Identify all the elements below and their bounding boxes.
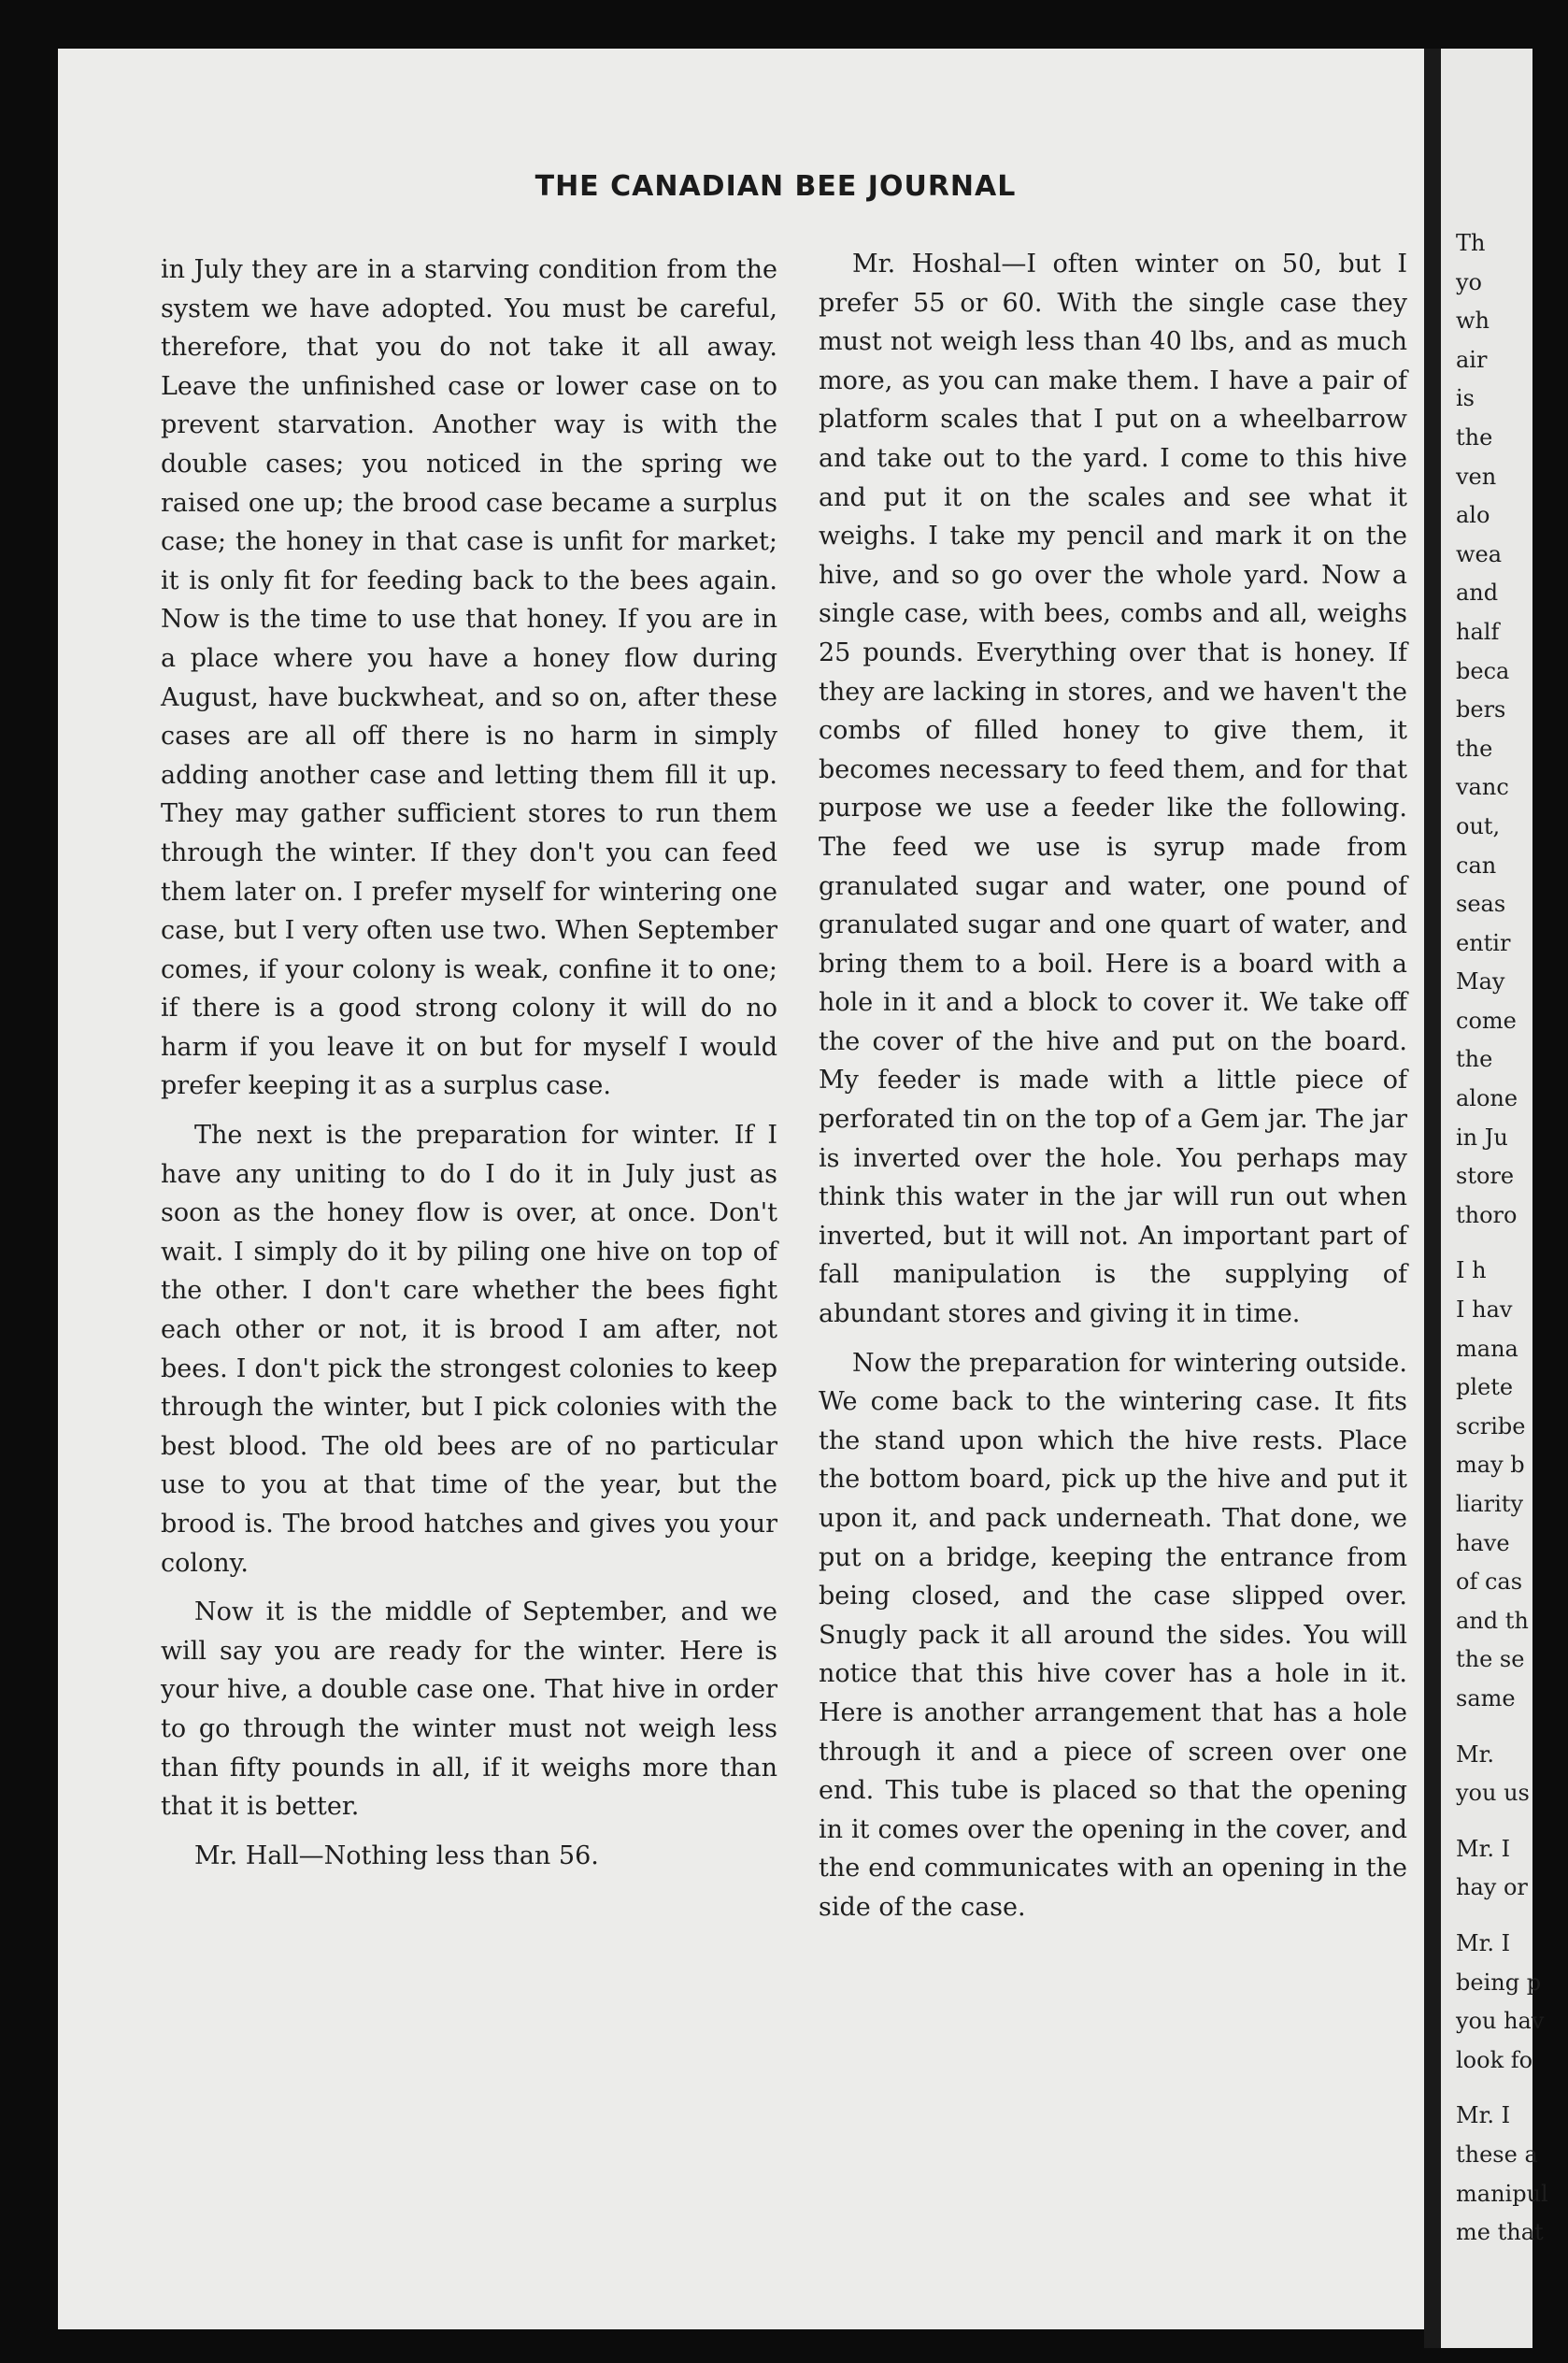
right-fragment-line: the: [1456, 1046, 1493, 1073]
right-fragment-line: you us: [1456, 1780, 1530, 1807]
right-fragment-line: me that: [1456, 2219, 1544, 2246]
right-fragment-line: I h: [1456, 1257, 1487, 1284]
right-fragment-line: entir: [1456, 929, 1511, 956]
right-fragment-line: the se: [1456, 1646, 1525, 1673]
right-fragment-line: Mr. I: [1456, 1835, 1511, 1862]
right-fragment-line: of cas: [1456, 1568, 1523, 1596]
right-fragment-line: same: [1456, 1684, 1516, 1711]
left-paragraph-1: in July they are in a starving condition from the system we have adopted. You must be careful, therefore, that you do not take it all away. Leave the unfinished case or lower case on to prevent starvation. Another way is with the double cases; you noticed in the spring we raised one up; the brood case became a surplus case; the honey in that case is unfit for market; it is only fit for feeding back to the bees again. Now is the time to use that honey. If you are in a place where you have a honey flow during August, have buckwheat, and so on, after these cases are all off there is no harm in simply adding another case and letting them fill it up. They may gather sufficient stores to run them through the winter. If they don't you can feed them later on. I prefer myself for wintering one case, but I very often use two. When September comes, if your colony is weak, confine it to one; if there is a good strong colony it will do no harm if you leave it on but for myself I would prefer keeping it as a surplus case.: [161, 255, 777, 1101]
right-fragment-line: you hav: [1456, 2008, 1545, 2035]
right-fragment-line: Mr. I: [1456, 1929, 1511, 1956]
right-fragment-line: is: [1456, 385, 1475, 412]
right-fragment-line: the: [1456, 423, 1493, 451]
right-fragment-line: plete: [1456, 1374, 1514, 1401]
right-fragment-line: come: [1456, 1007, 1517, 1034]
right-fragment-line: vanc: [1456, 774, 1509, 801]
right-fragment-line: the: [1456, 735, 1493, 762]
right-fragment-line: Mr. I: [1456, 2102, 1511, 2129]
right-fragment-line: ven: [1456, 463, 1497, 490]
right-fragment-line: look fo: [1456, 2046, 1533, 2073]
right-fragment-line: I hav: [1456, 1296, 1513, 1324]
right-fragment-line: in Ju: [1456, 1124, 1508, 1151]
right-fragment-line: these a: [1456, 2141, 1538, 2168]
right-fragment-line: wh: [1456, 308, 1490, 335]
right-fragment-line: alone: [1456, 1085, 1518, 1112]
right-fragment-line: have: [1456, 1529, 1510, 1556]
right-fragment-line: mana: [1456, 1335, 1518, 1362]
right-fragment-line: store: [1456, 1163, 1515, 1190]
right-fragment-line: wea: [1456, 540, 1503, 567]
middle-column: [819, 245, 1407, 1938]
left-paragraph-4: Mr. Hall—Nothing less than 56.: [194, 1840, 599, 1870]
right-fragment-line: and th: [1456, 1607, 1529, 1634]
right-fragment-line: hay or: [1456, 1874, 1528, 1901]
right-fragment-line: alo: [1456, 502, 1490, 529]
right-fragment-line: out,: [1456, 812, 1501, 839]
left-paragraph-2: The next is the preparation for winter. If I have any uniting to do I do it in July just as soon as the honey flow is over, at once. Don't wait. I simply do it by piling one hive on top of the other. I don't care whether the bees fight each other or not, it is brood I am after, not bees. I don't pick the strongest colonies to keep through the winter, but I pick colonies with the best blood. The old bees are of no particular use to you at that time of the year, but the brood is. The brood hatches and gives you your colony.: [161, 1121, 777, 1578]
running-header: THE CANADIAN BEE JOURNAL: [535, 170, 1017, 203]
right-fragment-line: beca: [1456, 657, 1510, 684]
right-fragment-line: being p: [1456, 1969, 1542, 1996]
middle-paragraph-2: Now the preparation for wintering outside. We come back to the wintering case. It fits the stand upon which the hive rests. Place the bottom board, pick up the hive and put it upon it, and pack underneath. That done, we put on a bridge, keeping the entrance from being closed, and the case slipped over. Snugly pack it all around the sides. You will notice that this hive cover has a hole in it. Here is another arrangement that has a hole through it and a piece of screen over one end. This tube is placed so that the opening in it comes over the opening in the cover, and the end communicates with an opening in the side of the case.: [819, 1348, 1407, 1922]
right-fragment-line: Th: [1456, 230, 1486, 256]
right-fragment-line: half: [1456, 618, 1500, 645]
right-fragment-line: bers: [1456, 696, 1506, 723]
right-fragment-line: Mr.: [1456, 1740, 1495, 1768]
right-fragment-line: air: [1456, 346, 1488, 373]
right-fragment-line: scribe: [1456, 1412, 1526, 1439]
right-fragment-line: can: [1456, 852, 1497, 879]
right-fragment-line: yo: [1456, 268, 1483, 295]
right-fragment-line: liarity: [1456, 1491, 1524, 1517]
right-fragment-line: May: [1456, 968, 1505, 995]
right-fragment-line: manipul: [1456, 2180, 1548, 2207]
right-fragment-line: may b: [1456, 1452, 1525, 1479]
right-fragment-line: and: [1456, 580, 1499, 607]
left-paragraph-3: Now it is the middle of September, and we will say you are ready for the winter. Here is your hive, a double case one. That hive in order to go through the winter must not weigh less than fifty pounds in all, if it weighs more than that it is better.: [161, 1597, 777, 1822]
left-column: [161, 251, 777, 1885]
middle-paragraph-1: Mr. Hoshal—I often winter on 50, but I prefer 55 or 60. With the single case they must not weigh less than 40 lbs, and as much more, as you can make them. I have a pair of platform scales that I put on a wheelbarrow and take out to the yard. I come to this hive and put it on the scales and see what it weighs. I take my pencil and mark it on the hive, and so go over the whole yard. Now a single case, with bees, combs and all, weighs 25 pounds. Everything over that is honey. If they are lacking in stores, and we haven't the combs of filled honey to give them, it becomes necessary to feed them, and for that purpose we use a feeder like the following. The feed we use is syrup made from granulated sugar and water, one pound of granulated sugar and one quart of water, and bring them to a boil. Here is a board with a hole in it and a block to cover it. We take off the cover of the hive and put on the board. My feeder is made with a little piece of perforated tin on the top of a Gem jar. The jar is inverted over the hole. You perhaps may think this water in the jar will run out when inverted, but it will not. An important part of fall manipulation is the supplying of abundant stores and giving it in time.: [819, 250, 1407, 1329]
right-fragment-line: seas: [1456, 891, 1506, 918]
right-fragment-line: thoro: [1456, 1201, 1518, 1228]
right-column-fragments: [1456, 224, 1568, 2253]
